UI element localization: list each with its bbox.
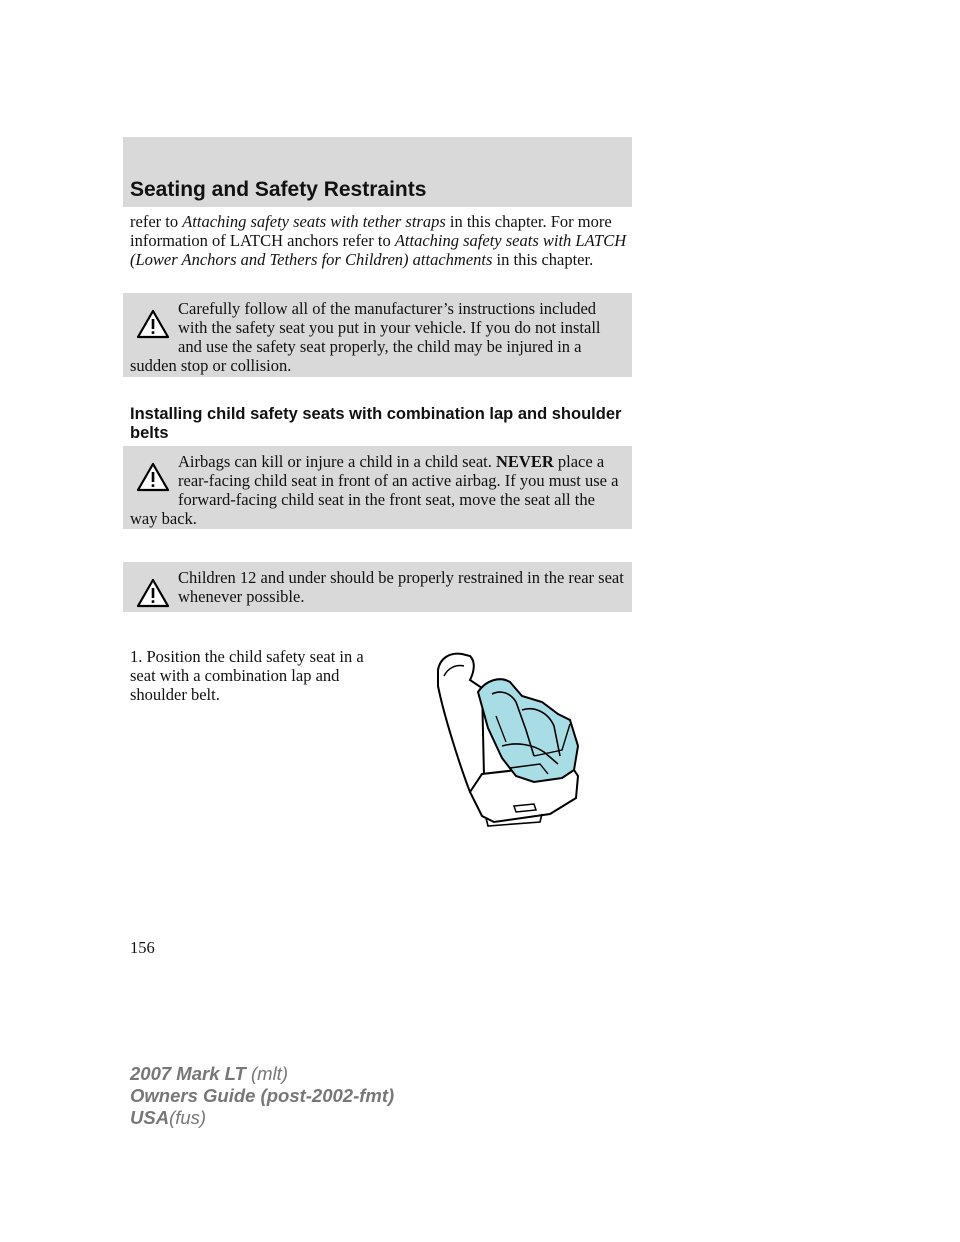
intro-reference-2: Attaching safety seats with LATCH (Lower Anchors and Tethers for Children) attachments <box>130 231 627 269</box>
page-number: 156 <box>130 938 155 957</box>
intro-text-1: refer to <box>130 212 183 231</box>
warning-triangle-icon <box>136 578 170 608</box>
subheading: Installing child safety seats with combination lap and shoulder belts <box>130 405 622 442</box>
warning-box-2 <box>123 446 632 529</box>
footer-region: USA <box>130 1107 170 1128</box>
step-1-text: 1. Position the child safety seat in a seat with a combination lap and shoulder belt. <box>130 647 364 704</box>
warning-box-3 <box>123 562 632 612</box>
warning-emphasis-never: NEVER <box>496 452 554 471</box>
warning-text-1: Carefully follow all of the manufacturer’s instructions included with the safety seat you put in your vehicle. If you do not install and use the safety seat properly, the child may be injured in a sudden stop or collision. <box>130 299 601 375</box>
warning-text-3: Children 12 and under should be properly restrained in the rear seat whenever possible. <box>178 568 624 606</box>
intro-text-3: in this chapter. <box>492 250 594 269</box>
footer-model-code: (mlt) <box>251 1063 288 1084</box>
intro-paragraph <box>130 212 635 269</box>
footer-line-1 <box>130 1063 394 1085</box>
intro-reference-1: Attaching safety seats with tether straps <box>182 212 446 231</box>
footer <box>130 1063 394 1129</box>
child-safety-seat-illustration <box>430 646 590 830</box>
warning-triangle-icon <box>136 309 170 339</box>
footer-model: 2007 Mark LT <box>130 1063 246 1084</box>
warning-text-2-post: place a rear-facing child seat in front of an active airbag. If you must use a forward-facing child seat in the front seat, move the seat all the way back. <box>130 452 619 528</box>
intro-text-2: in this chapter. For more information of LATCH anchors refer to <box>130 212 612 250</box>
footer-region-code: (fus) <box>169 1107 207 1128</box>
warning-box-1 <box>123 293 632 377</box>
section-title: Seating and Safety Restraints <box>130 178 427 201</box>
warning-text-2-pre: Airbags can kill or injure a child in a child seat. <box>178 452 496 471</box>
footer-line-3 <box>130 1107 394 1129</box>
warning-triangle-icon <box>136 462 170 492</box>
footer-line-2: Owners Guide (post-2002-fmt) <box>130 1085 395 1106</box>
